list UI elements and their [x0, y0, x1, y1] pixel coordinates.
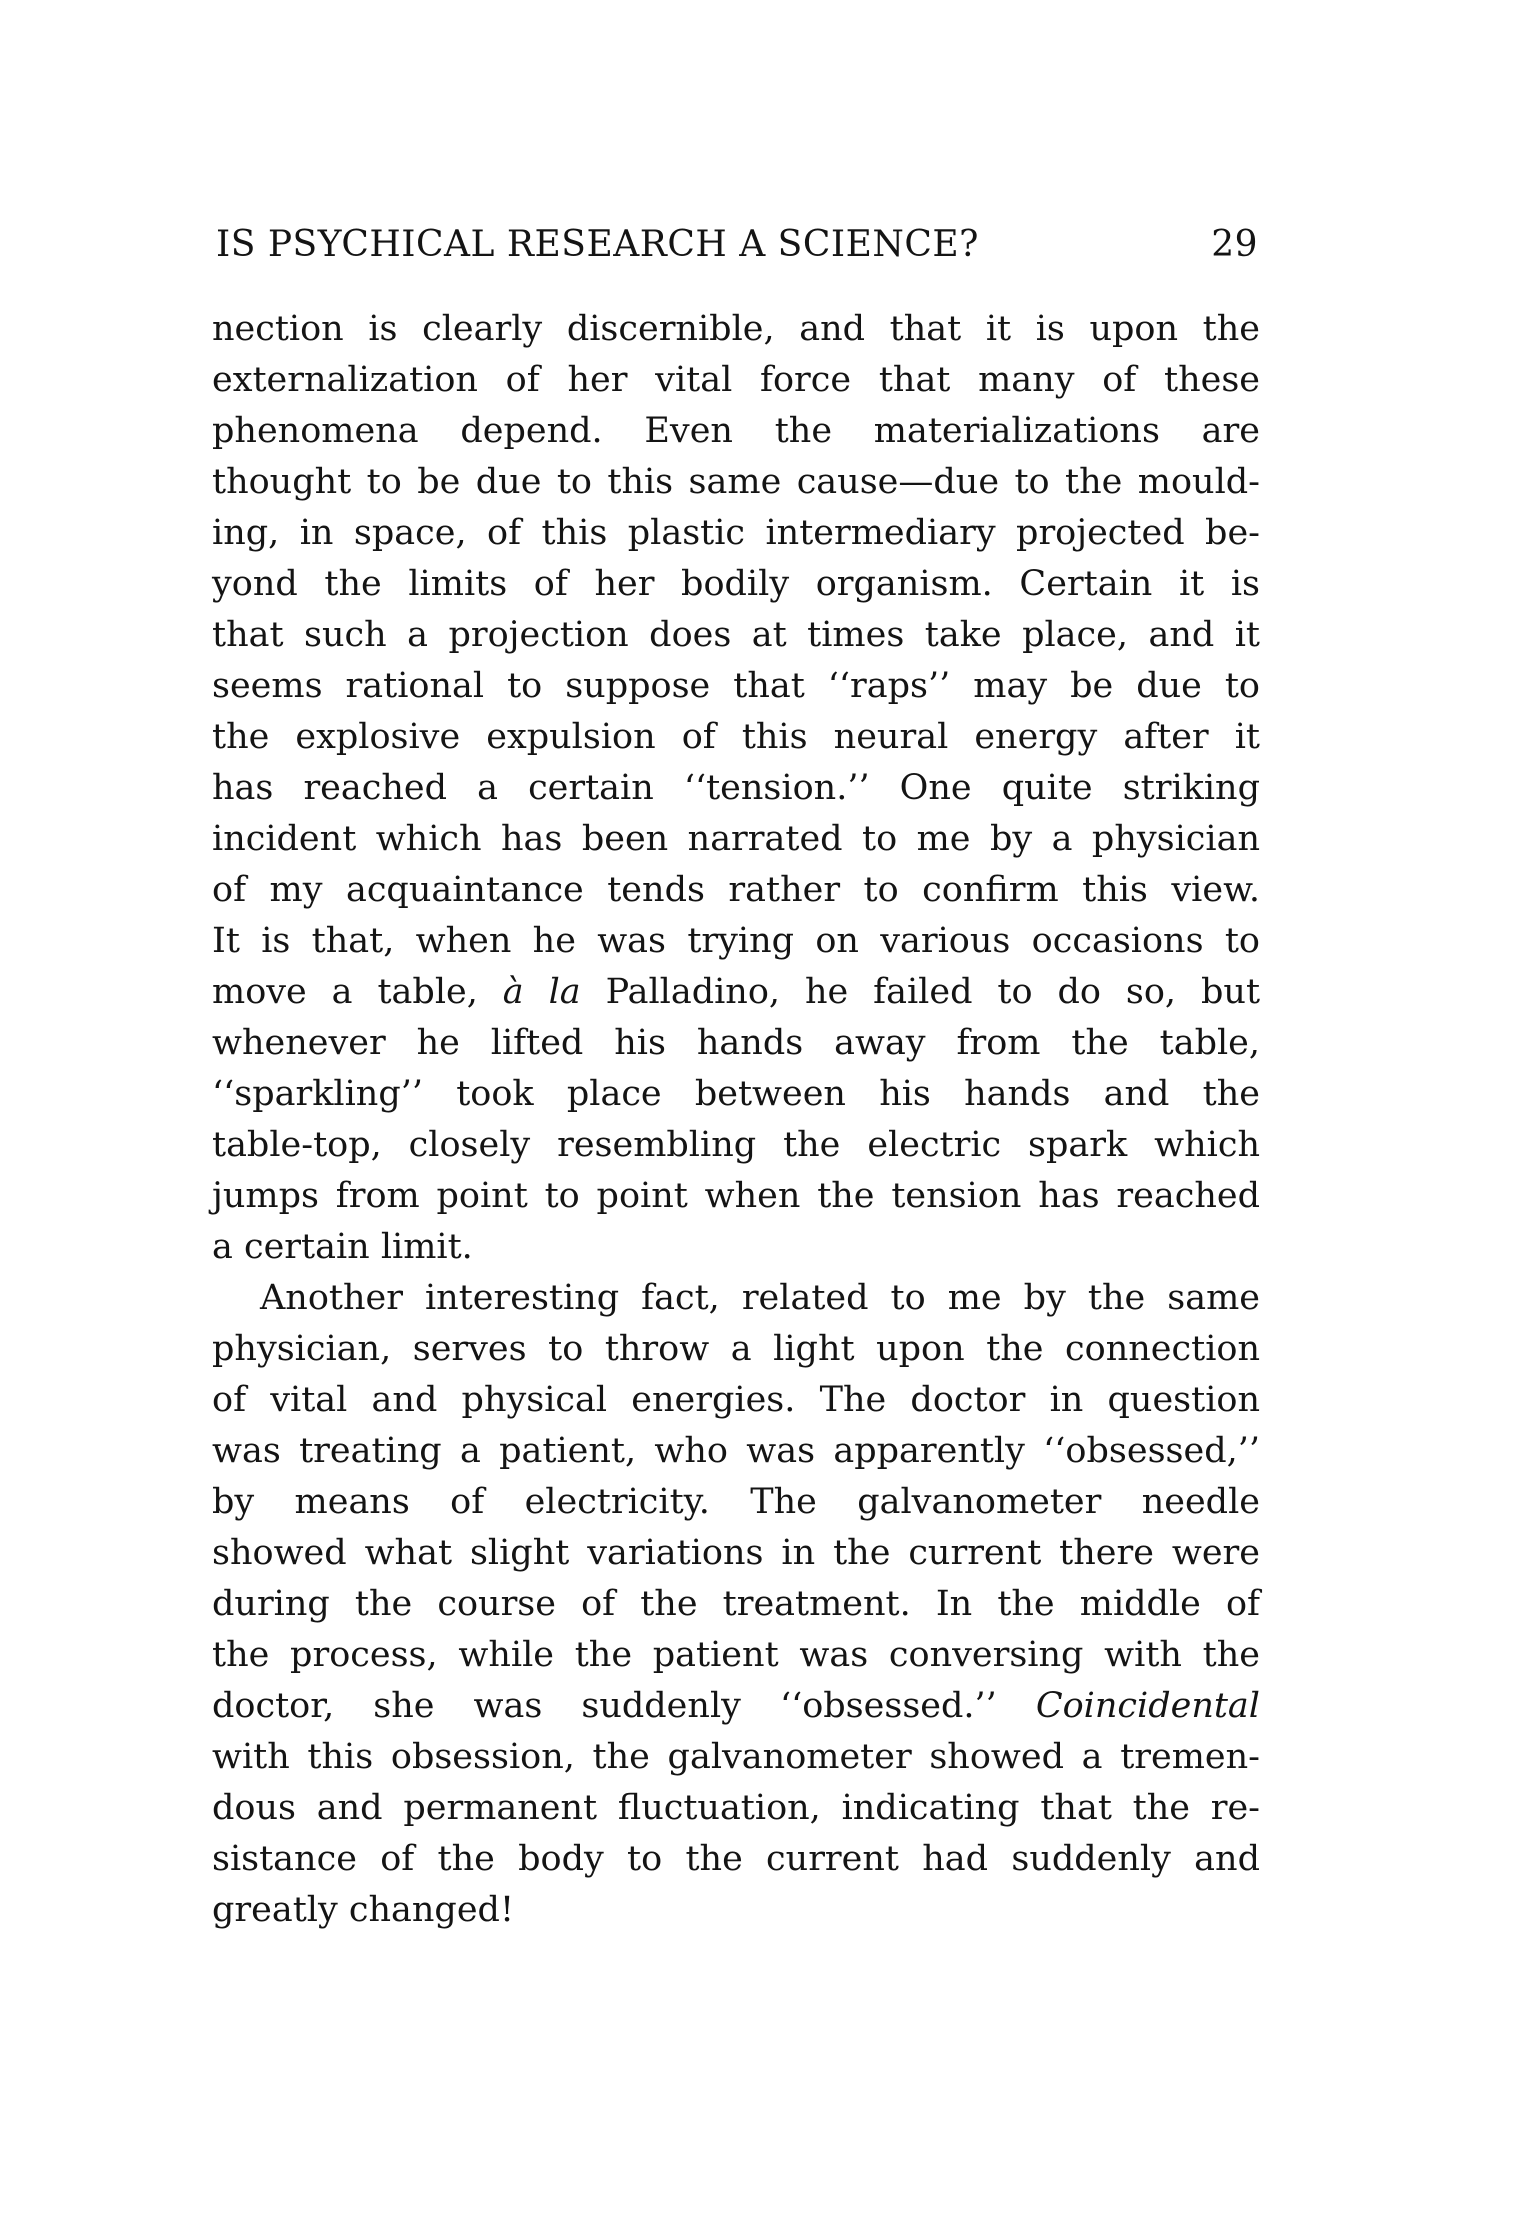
text-line: of vital and physical energies. The doctor in question: [212, 1380, 1260, 1420]
text-line: table-top, closely resembling the electric spark which: [212, 1125, 1260, 1165]
text-line: thought to be due to this same cause—due to the mould-: [212, 462, 1260, 502]
paragraph-1: [212, 304, 1260, 1273]
text-line: the explosive expulsion of this neural energy after it: [212, 717, 1260, 757]
text-line: a certain limit.: [212, 1227, 473, 1267]
text-line: incident which has been narrated to me by a physician: [212, 819, 1260, 859]
text-line: was treating a patient, who was apparently ‘‘obsessed,’’: [212, 1431, 1260, 1471]
text-line: that such a projection does at times take place, and it: [212, 615, 1260, 655]
text-line: Another interesting fact, related to me by the same: [260, 1278, 1260, 1318]
text-line: ‘‘sparkling’’ took place between his hands and the: [212, 1074, 1260, 1114]
page-number: 29: [1211, 224, 1258, 265]
text-line: phenomena depend. Even the materializations are: [212, 411, 1260, 451]
text-line: ing, in space, of this plastic intermediary projected be-: [212, 513, 1260, 553]
text-line: during the course of the treatment. In the middle of: [212, 1584, 1260, 1624]
running-title: IS PSYCHICAL RESEARCH A SCIENCE?: [216, 224, 979, 265]
text-line: showed what slight variations in the current there were: [212, 1533, 1260, 1573]
text-line: of my acquaintance tends rather to confirm this view.: [212, 870, 1260, 910]
text-line: dous and permanent fluctuation, indicating that the re-: [212, 1788, 1260, 1828]
text-line: greatly changed!: [212, 1890, 515, 1930]
text-line: doctor, she was suddenly ‘‘obsessed.’’ Coincidental: [212, 1686, 1260, 1726]
text-line: whenever he lifted his hands away from the table,: [212, 1023, 1260, 1063]
text-line: has reached a certain ‘‘tension.’’ One quite striking: [212, 768, 1260, 808]
running-head: [216, 224, 1258, 274]
text-line: sistance of the body to the current had suddenly and: [212, 1839, 1260, 1879]
text-line: by means of electricity. The galvanometer needle: [212, 1482, 1260, 1522]
text-line: physician, serves to throw a light upon the connection: [212, 1329, 1260, 1369]
text-line: nection is clearly discernible, and that it is upon the: [212, 309, 1260, 349]
text-line: with this obsession, the galvanometer showed a tremen-: [212, 1737, 1260, 1777]
italic-phrase: Coincidental: [1035, 1686, 1260, 1726]
text-line: the process, while the patient was conversing with the: [212, 1635, 1260, 1675]
text-line: It is that, when he was trying on various occasions to: [212, 921, 1260, 961]
text-line: yond the limits of her bodily organism. Certain it is: [212, 564, 1260, 604]
text-line: move a table, à la Palladino, he failed to do so, but: [212, 972, 1261, 1012]
body-text: [212, 304, 1260, 1936]
text-line: jumps from point to point when the tension has reached: [212, 1176, 1260, 1216]
italic-phrase: à la: [502, 972, 581, 1012]
paragraph-2: [212, 1273, 1260, 1936]
text-line: seems rational to suppose that ‘‘raps’’ may be due to: [212, 666, 1260, 706]
text-line: externalization of her vital force that many of these: [212, 360, 1260, 400]
